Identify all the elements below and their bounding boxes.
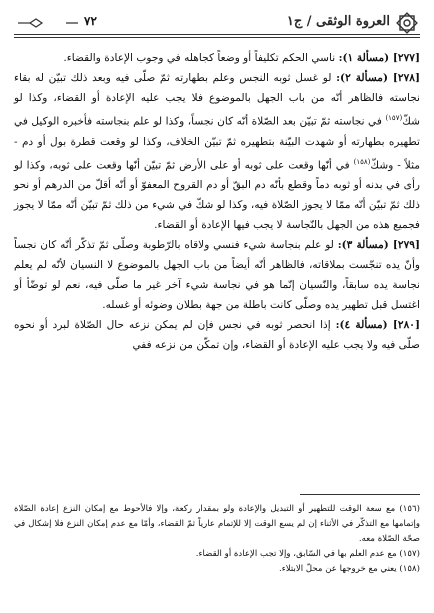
- paragraph-text: لو غسل ثوبه النجس وعلم بطهارته ثمّ صلّى فيه وبعد ذلك تبيّن له بقاء نجاسته فالظاهر أنّه من باب الجهل بالموضوع فلا يجب عليه الإعادة أو القضاء، وكذا لو شكّ: [14, 72, 420, 128]
- main-text: [14, 48, 420, 355]
- footnotes: [14, 502, 420, 577]
- paragraph-text: في أنّها وقعت على ثوبه أو على الأرض ثمّ تبيّن أنّها وقعت على ثوبه، وكذا لو رأى في بدنه أو ثوبه دماً وقطع بأنّه دم البقّ أو دم القروح المعفوّ أو أنّه أقلّ من الدرهم أو نحو ذلك ثمّ تبيّن أنّه ممّا لا يجوز الصّلاة فيه، وكذا لو شكّ في شيء من ذلك ثمّ تبيّن أنّه ممّا لا يجوز فجميع هذه من الجهل بالنّجاسة لا يجب فيها الإعادة أو القضاء.: [14, 159, 420, 232]
- book-page: [14, 8, 420, 605]
- footnote-158: (١٥٨) يعني مع خروجها عن محلّ الابتلاء.: [278, 564, 420, 574]
- footnote-ref[interactable]: (١٥٧): [385, 114, 403, 122]
- issue-label: [٢٧٨] (مسألة ٢):: [336, 72, 420, 84]
- paragraph-279: [14, 235, 420, 315]
- header-rule-thin: [14, 37, 420, 38]
- issue-label: [٢٧٩] (مسألة ٣):: [337, 239, 420, 252]
- footnote-156: (١٥٦) مع سعة الوقت للتطهير أو التبديل والإعادة ولو بمقدار ركعة، وإلا فالأحوط مع إمكان النزع إعادة الصّلاة وإتمامها مع التذكّر في الأثناء إن لم يسع الوقت إلا للإتمام عارياً ثمّ القضاء، وأمّا مع عدم إمكان النزع فلا إشكال في صحّة الصّلاة معه.: [14, 504, 420, 544]
- paragraph-277: [14, 48, 420, 68]
- paragraph-text: لو علم بنجاسة شيء فنسي ولاقاه بالرّطوبة وصلّى ثمّ تذكّر أنّه كان نجساً وأنّ يده تنجّست بملاقاته، فالظاهر أنّه أيضاً من باب الجهل بالموضوع لا النسيان لأنّه لم يعلم نجاسة يده سابقاً، والنّسيان إنّما هو في نجاسة شيء آخر غير ما صلّى فيه، نعم لو توضّأ أو اغتسل قبل تطهير يده وصلّى كانت باطلة من جهة بطلان وضوئه أو غسله.: [14, 239, 420, 312]
- footnote-157: (١٥٧) مع عدم العلم بها في السّابق، وإلا تجب الإعادة أو القضاء.: [195, 549, 420, 559]
- issue-label: [٢٨٠] (مسألة ٤):: [335, 319, 420, 332]
- footnote-ref[interactable]: (١٥٨): [353, 157, 371, 166]
- paragraph-text: إذا انحصر ثوبه في نجس فإن لم يمكن نزعه حال الصّلاة لبرد أو نحوه صلّى فيه ولا يجب عليه الإعادة أو القضاء، وإن تمكّن من نزعه ففي: [14, 319, 420, 352]
- ornament-icon: [394, 10, 420, 36]
- page-number: ٧٢: [78, 14, 103, 28]
- paragraph-280: [14, 315, 420, 355]
- paragraph-text: في نجاسته ثمّ تبيّن بعد الصّلاة أنّه كان نجساً، وكذا لو علم بنجاسته فأخبره الوكيل في تطهيره بطهارته أو شهدت البيّنة بتطهيره ثمّ تبيّن الخلاف، وكذا لو وقعت قطرة بول أو دم - مثلاً - وشكّ: [14, 115, 420, 172]
- page-header: [14, 8, 420, 46]
- paragraph-text: ناسي الحكم تكليفاً أو وضعاً كجاهله في وجوب الإعادة والقضاء.: [63, 52, 339, 64]
- issue-label: [٢٧٧] (مسألة ١):: [338, 52, 420, 64]
- header-rule: [14, 34, 420, 35]
- running-title: العروة الوثقى / ج١: [286, 14, 390, 29]
- paragraph-278: [14, 68, 420, 235]
- footnote-separator: [300, 494, 420, 495]
